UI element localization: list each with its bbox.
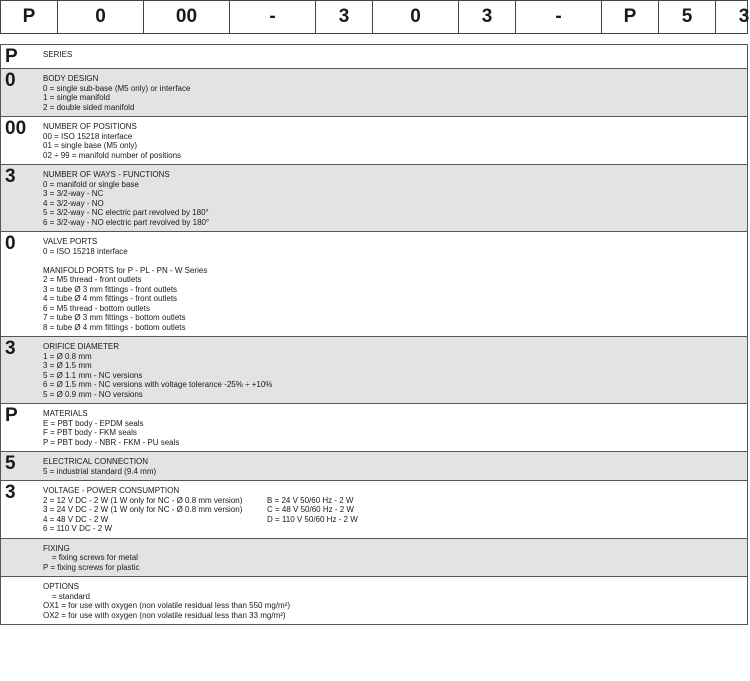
row-option: OX2 = for use with oxygen (non volatile residual less than 33 mg/m²) [43,610,286,620]
row-description [41,539,747,577]
row-option: 1 = Ø 0.8 mm [43,351,92,361]
row-option: 3 = 24 V DC - 2 W (1 W only for NC - Ø 0.8 mm version) [43,505,243,514]
code-segment: 00 [144,1,230,33]
row-code [1,577,41,624]
code-segment: 3 [716,1,750,33]
row-heading: VALVE PORTS [43,237,98,246]
code-segment: 3 [316,1,373,33]
row-description [41,117,747,164]
code-segment: 5 [659,1,716,33]
ordering-code-bar [0,0,748,34]
row-description [41,69,747,116]
row-code [1,539,41,577]
row-option: 1 = single manifold [43,93,110,102]
row-option: 6 = M5 thread - bottom outlets [43,303,150,313]
row-heading: OPTIONS [43,582,80,591]
code-segment: 0 [58,1,144,33]
row-code: 0 [5,233,16,254]
row-option: 7 = tube Ø 3 mm fittings - bottom outlets [43,313,186,322]
row-option: 6 = Ø 1.5 mm - NC versions with voltage tolerance -25% ÷ +10% [43,380,273,389]
code-segment: 0 [373,1,459,33]
table-row [1,481,747,539]
row-heading: NUMBER OF WAYS - FUNCTIONS [43,170,170,179]
row-option: B = 24 V 50/60 Hz - 2 W [267,495,354,505]
row-option: 6 = 3/2-way - NO electric part revolved by 180° [43,217,210,227]
row-option: MANIFOLD PORTS for P - PL - PN - W Series [43,265,208,275]
row-option: 5 = Ø 0.9 mm - NO versions [43,389,143,399]
row-description [41,577,747,624]
row-description [41,232,747,336]
row-option: F = PBT body - FKM seals [43,428,137,437]
row-option: 4 = 3/2-way - NO [43,198,104,208]
row-heading: VOLTAGE - POWER CONSUMPTION [43,486,180,495]
row-description [41,337,747,403]
table-row [1,404,747,452]
code-segment: - [230,1,316,33]
code-segment: P [1,1,58,33]
row-option: 00 = ISO 15218 interface [43,131,133,141]
row-option: 8 = tube Ø 4 mm fittings - bottom outlets [43,322,186,332]
ordering-code-table [0,44,748,625]
row-heading: MATERIALS [43,409,88,418]
row-code: 3 [5,166,16,187]
row-option: 2 = M5 thread - front outlets [43,275,142,284]
row-code: 5 [5,453,16,474]
row-heading: ORIFICE DIAMETER [43,342,120,351]
row-option: 4 = 48 V DC - 2 W [43,514,109,524]
row-option: 5 = 3/2-way - NC electric part revolved by 180° [43,208,209,217]
table-row [1,577,747,625]
row-heading: ELECTRICAL CONNECTION [43,457,149,466]
row-code: P [5,46,18,67]
row-description [41,404,747,451]
row-heading: BODY DESIGN [43,74,99,83]
row-option: E = PBT body - EPDM seals [43,418,144,428]
row-option: 4 = tube Ø 4 mm fittings - front outlets [43,294,178,303]
row-option: = standard [43,591,90,601]
row-option: 02 ÷ 99 = manifold number of positions [43,150,182,160]
row-code: 3 [5,338,16,359]
code-segment: P [602,1,659,33]
row-option: = fixing screws for metal [43,553,138,562]
table-row [1,165,747,232]
row-option: 3 = 3/2-way - NC [43,189,104,198]
table-row [1,45,747,69]
row-option: 0 = manifold or single base [43,179,139,189]
row-code: 0 [5,70,16,91]
row-option: 2 = 12 V DC - 2 W (1 W only for NC - Ø 0.8 mm version) [43,495,243,505]
row-option: OX1 = for use with oxygen (non volatile residual less than 550 mg/m²) [43,601,291,610]
row-option: P = PBT body - NBR - FKM - PU seals [43,437,180,447]
row-description [41,481,747,538]
row-option: 3 = Ø 1.5 mm [43,361,92,370]
row-option: 5 = industrial standard (9.4 mm) [43,466,157,476]
table-row [1,232,747,337]
row-heading: NUMBER OF POSITIONS [43,122,137,131]
row-option: 6 = 110 V DC - 2 W [43,524,112,533]
row-option: 01 = single base (M5 only) [43,141,138,150]
row-option: P = fixing screws for plastic [43,562,140,572]
row-description [41,45,747,68]
table-row [1,539,747,578]
row-heading: FIXING [43,543,70,553]
table-row [1,337,747,404]
row-description [41,165,747,231]
row-option: 2 = double sided manifold [43,102,135,112]
code-segment: 3 [459,1,516,33]
row-code: 00 [5,118,27,139]
code-segment: - [516,1,602,33]
row-code: P [5,405,18,426]
row-heading: SERIES [43,50,73,59]
row-option: C = 48 V 50/60 Hz - 2 W [267,505,354,514]
row-option: D = 110 V 50/60 Hz - 2 W [267,514,358,524]
table-row [1,69,747,117]
row-option: 0 = ISO 15218 interface [43,246,128,256]
row-option: 3 = tube Ø 3 mm fittings - front outlets [43,284,178,294]
row-description [41,452,747,480]
row-option: 5 = Ø 1.1 mm - NC versions [43,370,143,380]
table-row [1,117,747,165]
row-option: 0 = single sub-base (M5 only) or interface [43,83,191,93]
table-row [1,452,747,481]
row-code: 3 [5,482,16,503]
